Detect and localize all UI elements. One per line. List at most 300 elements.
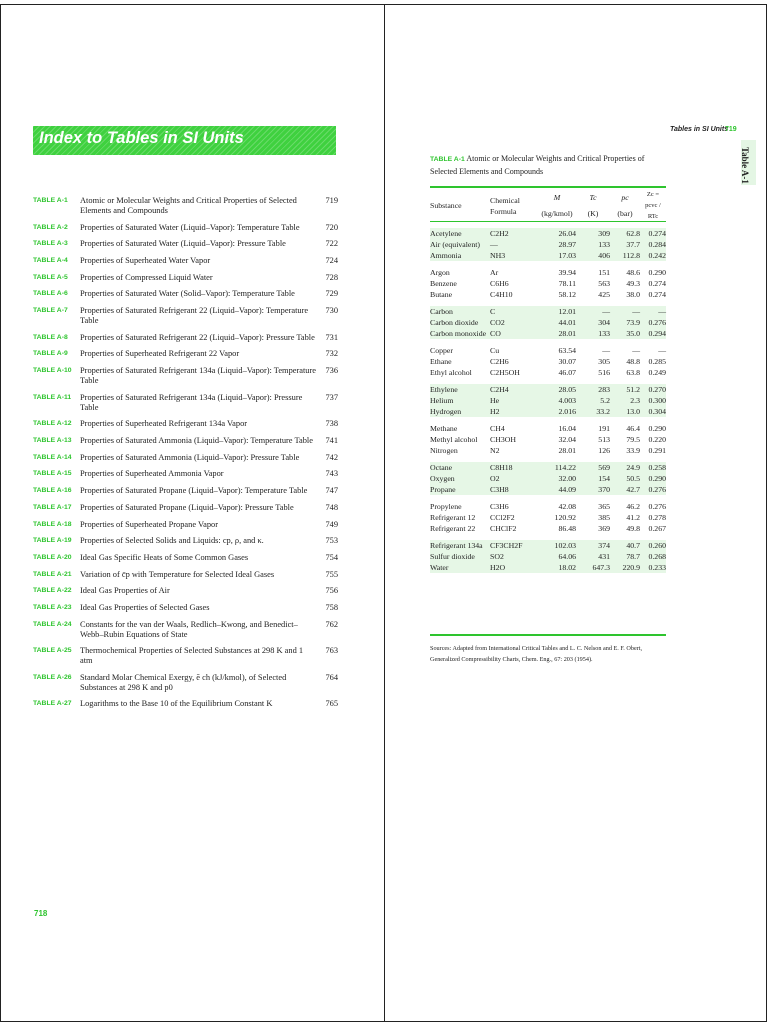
index-entry-page: 724 bbox=[325, 255, 338, 265]
caption-table-id: TABLE A-1 bbox=[430, 156, 465, 163]
header-formula: Chemical Formula bbox=[490, 195, 520, 216]
table-row bbox=[430, 239, 666, 250]
cell-formula: C2H6 bbox=[490, 357, 509, 366]
cell-zc: 0.300 bbox=[640, 395, 666, 406]
index-entry-page: 753 bbox=[325, 536, 338, 546]
index-entry-id: TABLE A-1 bbox=[33, 197, 68, 204]
cell-m: 39.94 bbox=[558, 268, 576, 277]
cell-pc: 62.8 bbox=[610, 228, 640, 239]
cell-formula: SO2 bbox=[490, 551, 538, 562]
index-entry-id: TABLE A-23 bbox=[33, 603, 72, 611]
header-m-unit: (kg/kmol) bbox=[541, 209, 573, 219]
index-entry-title: Properties of Superheated Propane Vapor bbox=[80, 519, 218, 529]
index-entry-id: TABLE A-5 bbox=[33, 273, 68, 281]
index-entry bbox=[33, 436, 338, 446]
table-row bbox=[430, 484, 666, 495]
table-row bbox=[430, 250, 666, 261]
cell-pc: — bbox=[632, 346, 640, 355]
header-tc-unit: (K) bbox=[587, 209, 599, 219]
cell-substance: Methane bbox=[430, 424, 458, 433]
cell-m: 42.08 bbox=[558, 502, 576, 511]
index-list bbox=[33, 196, 338, 716]
cell-pc: 73.9 bbox=[610, 317, 640, 328]
cell-pc: 50.5 bbox=[610, 473, 640, 484]
header-pc-unit: (bar) bbox=[617, 209, 633, 219]
cell-substance: Carbon monoxide bbox=[430, 328, 490, 339]
index-entry-title: Properties of Superheated Ammonia Vapor bbox=[80, 469, 224, 479]
index-entry bbox=[33, 469, 338, 479]
cell-zc: 0.278 bbox=[648, 513, 666, 522]
cell-zc: 0.284 bbox=[640, 239, 666, 250]
cell-tc: 385 bbox=[598, 513, 610, 522]
header-tc-symbol: Tc bbox=[589, 192, 597, 202]
cell-m: 28.97 bbox=[538, 239, 576, 250]
index-entry-title: Logarithms to the Base 10 of the Equilibrium Constant K bbox=[80, 699, 273, 709]
index-entry-id: TABLE A-4 bbox=[33, 256, 68, 264]
index-entry-page: 738 bbox=[325, 419, 338, 429]
index-entry-id: TABLE A-8 bbox=[33, 333, 68, 341]
cell-substance: Water bbox=[430, 562, 490, 573]
index-entry-id: TABLE A-6 bbox=[33, 290, 68, 298]
cell-m: 102.03 bbox=[538, 540, 576, 551]
cell-substance: Refrigerant 22 bbox=[430, 524, 476, 533]
cell-zc: 0.268 bbox=[640, 551, 666, 562]
index-entry-title: Properties of Saturated Propane (Liquid–Vapor): Pressure Table bbox=[80, 502, 294, 512]
index-entry-page: 729 bbox=[325, 289, 338, 299]
cell-tc: 133 bbox=[576, 328, 610, 339]
index-entry-title: Properties of Superheated Refrigerant 134a Vapor bbox=[80, 419, 248, 429]
cell-formula: C8H18 bbox=[490, 462, 538, 473]
header-pc-symbol: pc bbox=[621, 192, 629, 202]
cell-substance: Carbon dioxide bbox=[430, 317, 490, 328]
index-entry-page: 737 bbox=[325, 392, 338, 402]
cell-formula: CO2 bbox=[490, 317, 538, 328]
cell-substance: Ammonia bbox=[430, 250, 490, 261]
table-row bbox=[430, 317, 666, 328]
cell-formula: C6H6 bbox=[490, 279, 509, 288]
index-entry-title: Properties of Saturated Refrigerant 22 (Liquid–Vapor): Pressure Table bbox=[80, 332, 315, 342]
cell-zc: 0.242 bbox=[640, 250, 666, 261]
cell-formula: CCl2F2 bbox=[490, 513, 515, 522]
cell-m: 86.48 bbox=[558, 524, 576, 533]
table-row bbox=[430, 267, 666, 278]
cell-formula: He bbox=[490, 395, 538, 406]
cell-m: 2.016 bbox=[538, 406, 576, 417]
index-entry-id: TABLE A-16 bbox=[33, 487, 72, 495]
cell-tc: 374 bbox=[576, 540, 610, 551]
cell-pc: — bbox=[610, 306, 640, 317]
index-entry-id: TABLE A-27 bbox=[33, 700, 72, 708]
table-row bbox=[430, 395, 666, 406]
cell-formula: — bbox=[490, 239, 538, 250]
cell-m: 4.003 bbox=[538, 395, 576, 406]
table-row bbox=[430, 423, 666, 434]
table-row bbox=[430, 473, 666, 484]
right-page-number: 719 bbox=[725, 126, 737, 133]
index-entry-id: TABLE A-10 bbox=[33, 367, 72, 374]
cell-pc: 49.8 bbox=[626, 524, 640, 533]
cell-zc: 0.267 bbox=[648, 524, 666, 533]
cell-formula: C2H2 bbox=[490, 228, 538, 239]
table-row bbox=[430, 551, 666, 562]
cell-pc: 79.5 bbox=[626, 435, 640, 444]
cell-m: 44.01 bbox=[538, 317, 576, 328]
table-row bbox=[430, 462, 666, 473]
left-page-number: 718 bbox=[34, 909, 48, 918]
cell-pc: 41.2 bbox=[626, 513, 640, 522]
cell-m: 16.04 bbox=[558, 424, 576, 433]
cell-tc: 369 bbox=[598, 524, 610, 533]
index-entry-page: 719 bbox=[325, 196, 338, 205]
index-entry-id: TABLE A-22 bbox=[33, 587, 72, 595]
index-entry-page: 749 bbox=[325, 519, 338, 529]
cell-formula: CF3CH2F bbox=[490, 540, 538, 551]
cell-tc: 33.2 bbox=[576, 406, 610, 417]
cell-pc: 46.2 bbox=[626, 502, 640, 511]
cell-tc: 283 bbox=[576, 384, 610, 395]
cell-tc: 563 bbox=[598, 279, 610, 288]
header-m bbox=[538, 189, 576, 206]
index-entry bbox=[33, 536, 338, 546]
cell-tc: 126 bbox=[598, 446, 610, 455]
cell-zc: 0.290 bbox=[648, 424, 666, 433]
header-substance: Substance bbox=[430, 201, 462, 210]
cell-m: 78.11 bbox=[558, 279, 576, 288]
index-entry-page: 732 bbox=[325, 349, 338, 359]
cell-formula: CO bbox=[490, 328, 538, 339]
index-entry-page: 747 bbox=[325, 486, 338, 496]
index-entry bbox=[33, 349, 338, 359]
cell-formula: NH3 bbox=[490, 250, 538, 261]
cell-formula: C4H10 bbox=[490, 290, 513, 299]
index-entry bbox=[33, 620, 338, 640]
cell-substance: Oxygen bbox=[430, 473, 490, 484]
index-entry bbox=[33, 553, 338, 563]
cell-zc: 0.249 bbox=[648, 368, 666, 377]
index-entry-page: 736 bbox=[325, 366, 338, 375]
index-entry bbox=[33, 453, 338, 463]
cell-substance: Benzene bbox=[430, 279, 457, 288]
index-entry-page: 728 bbox=[325, 272, 338, 282]
cell-m: 64.06 bbox=[538, 551, 576, 562]
cell-m: 28.01 bbox=[558, 446, 576, 455]
index-entry-id: TABLE A-19 bbox=[33, 537, 72, 545]
cell-substance: Propane bbox=[430, 484, 490, 495]
index-entry-page: 731 bbox=[325, 332, 338, 342]
cell-tc: 191 bbox=[598, 424, 610, 433]
index-entry bbox=[33, 223, 338, 233]
cell-substance: Refrigerant 134a bbox=[430, 540, 490, 551]
cell-zc: 0.260 bbox=[640, 540, 666, 551]
index-entry-title: Properties of Saturated Refrigerant 134a (Liquid–Vapor): Pressure Table bbox=[80, 392, 303, 412]
table-row bbox=[430, 434, 666, 445]
cell-formula: C2H5OH bbox=[490, 368, 520, 377]
cell-substance: Octane bbox=[430, 462, 490, 473]
index-entry-id: TABLE A-9 bbox=[33, 350, 68, 358]
index-entry-title: Ideal Gas Properties of Selected Gases bbox=[80, 602, 210, 612]
index-entry-page: 763 bbox=[325, 646, 338, 656]
table-row bbox=[430, 228, 666, 239]
cell-substance: Ethyl alcohol bbox=[430, 368, 472, 377]
index-entry-page: 756 bbox=[325, 586, 338, 596]
index-entry bbox=[33, 646, 338, 666]
cell-pc: 13.0 bbox=[610, 406, 640, 417]
cell-formula: N2 bbox=[490, 446, 500, 455]
index-entry bbox=[33, 289, 338, 299]
cell-m: 58.12 bbox=[558, 290, 576, 299]
cell-tc: 431 bbox=[576, 551, 610, 562]
index-entry-title: Properties of Saturated Propane (Liquid–Vapor): Temperature Table bbox=[80, 486, 308, 496]
cell-pc: 40.7 bbox=[610, 540, 640, 551]
cell-formula: CH4 bbox=[490, 424, 505, 433]
cell-tc: 365 bbox=[598, 502, 610, 511]
index-entry bbox=[33, 586, 338, 596]
index-entry-page: 720 bbox=[325, 222, 338, 232]
thumb-tab-label: Table A-1 bbox=[740, 147, 750, 184]
cell-pc: 63.8 bbox=[626, 368, 640, 377]
index-entry-title: Properties of Saturated Ammonia (Liquid–Vapor): Pressure Table bbox=[80, 452, 300, 462]
index-entry-page: 762 bbox=[325, 619, 338, 629]
index-entry-title: Properties of Selected Solids and Liquids: cp, ρ, and κ. bbox=[80, 536, 264, 546]
index-entry-id: TABLE A-21 bbox=[33, 570, 72, 578]
cell-m: 12.01 bbox=[538, 306, 576, 317]
cell-zc: 0.294 bbox=[640, 328, 666, 339]
cell-substance: Ethylene bbox=[430, 384, 490, 395]
cell-pc: 2.3 bbox=[610, 395, 640, 406]
index-entry-title: Constants for the van der Waals, Redlich–Kwong, and Benedict–Webb–Rubin Equations of State bbox=[80, 619, 298, 639]
table-row bbox=[430, 523, 666, 534]
cell-zc: 0.276 bbox=[640, 484, 666, 495]
index-entry bbox=[33, 366, 338, 386]
index-entry-id: TABLE A-3 bbox=[33, 240, 68, 248]
index-entry-title: Properties of Saturated Refrigerant 22 (Liquid–Vapor): Temperature Table bbox=[80, 305, 309, 325]
cell-zc: 0.274 bbox=[648, 279, 666, 288]
cell-m: 32.04 bbox=[558, 435, 576, 444]
table-body bbox=[430, 222, 666, 573]
cell-formula: H2 bbox=[490, 406, 538, 417]
table-row bbox=[430, 356, 666, 367]
index-entry-title: Ideal Gas Properties of Air bbox=[80, 586, 170, 596]
cell-substance: Propylene bbox=[430, 502, 462, 511]
cell-formula: Ar bbox=[490, 268, 499, 277]
index-entry bbox=[33, 256, 338, 266]
table-row bbox=[430, 406, 666, 417]
cell-formula: C bbox=[490, 306, 538, 317]
cell-pc: 33.9 bbox=[626, 446, 640, 455]
cell-tc: 425 bbox=[598, 290, 610, 299]
index-entry-id: TABLE A-12 bbox=[33, 420, 72, 428]
cell-substance: Hydrogen bbox=[430, 406, 490, 417]
index-entry-id: TABLE A-14 bbox=[33, 453, 72, 461]
cell-zc: 0.290 bbox=[648, 268, 666, 277]
cell-pc: 46.4 bbox=[626, 424, 640, 433]
table-row bbox=[430, 306, 666, 317]
table-sources-note: Sources: Adapted from International Critical Tables and L. C. Nelson and E. F. Obert, Generalized Compressibility Charts, Chem. Eng., 67: 203 (1954). bbox=[430, 645, 643, 663]
table-row bbox=[430, 512, 666, 523]
index-entry-title: Properties of Saturated Water (Liquid–Vapor): Pressure Table bbox=[80, 239, 286, 249]
cell-pc: 24.9 bbox=[610, 462, 640, 473]
index-entry bbox=[33, 196, 338, 216]
index-entry-page: 742 bbox=[325, 452, 338, 462]
cell-m: 114.22 bbox=[538, 462, 576, 473]
table-row bbox=[430, 328, 666, 339]
cell-m: 44.09 bbox=[538, 484, 576, 495]
table-bottom-rule bbox=[430, 634, 666, 636]
cell-pc: 78.7 bbox=[610, 551, 640, 562]
index-entry bbox=[33, 699, 338, 709]
index-entry-id: TABLE A-26 bbox=[33, 673, 72, 681]
cell-tc: 5.2 bbox=[576, 395, 610, 406]
cell-substance: Methyl alcohol bbox=[430, 435, 478, 444]
index-entry-title: Ideal Gas Specific Heats of Some Common Gases bbox=[80, 552, 249, 562]
header-m-symbol: M bbox=[553, 192, 561, 202]
index-entry bbox=[33, 570, 338, 580]
index-banner bbox=[33, 126, 336, 155]
table-row bbox=[430, 367, 666, 378]
cell-m: 63.54 bbox=[558, 346, 576, 355]
index-entry-id: TABLE A-15 bbox=[33, 470, 72, 478]
index-entry-id: TABLE A-11 bbox=[33, 393, 72, 401]
index-entry-title: Properties of Saturated Water (Solid–Vapor): Temperature Table bbox=[80, 289, 295, 299]
index-entry-page: 764 bbox=[325, 672, 338, 682]
index-entry-title: Properties of Superheated Water Vapor bbox=[80, 255, 211, 265]
cell-substance: Air (equivalent) bbox=[430, 239, 490, 250]
cell-m: 18.02 bbox=[538, 562, 576, 573]
cell-zc: 0.274 bbox=[640, 228, 666, 239]
index-entry bbox=[33, 673, 338, 693]
cell-tc: 513 bbox=[598, 435, 610, 444]
cell-formula: O2 bbox=[490, 473, 538, 484]
spine-divider bbox=[384, 4, 385, 1022]
caption-text: Atomic or Molecular Weights and Critical Properties of Selected Elements and Compounds bbox=[430, 154, 645, 176]
index-entry-id: TABLE A-7 bbox=[33, 306, 68, 314]
cell-pc: 112.8 bbox=[610, 250, 640, 261]
cell-pc: 49.3 bbox=[626, 279, 640, 288]
cell-m: 120.92 bbox=[554, 513, 576, 522]
header-zc: Zc = pcvc / RTc bbox=[645, 191, 661, 220]
cell-tc: 304 bbox=[576, 317, 610, 328]
index-entry-page: 765 bbox=[325, 699, 338, 709]
index-entry-page: 755 bbox=[325, 569, 338, 579]
cell-tc: 154 bbox=[576, 473, 610, 484]
cell-pc: 51.2 bbox=[610, 384, 640, 395]
index-entry-id: TABLE A-13 bbox=[33, 437, 72, 445]
cell-m: 28.01 bbox=[538, 328, 576, 339]
cell-substance: Sulfur dioxide bbox=[430, 551, 490, 562]
cell-zc: 0.276 bbox=[640, 317, 666, 328]
index-entry bbox=[33, 603, 338, 613]
cell-m: 28.05 bbox=[538, 384, 576, 395]
header-tc bbox=[576, 189, 610, 206]
cell-zc: 0.290 bbox=[640, 473, 666, 484]
index-entry-id: TABLE A-2 bbox=[33, 223, 68, 231]
index-entry bbox=[33, 486, 338, 496]
table-row bbox=[430, 501, 666, 512]
table-row bbox=[430, 445, 666, 456]
cell-substance: Butane bbox=[430, 290, 453, 299]
cell-m: 30.07 bbox=[558, 357, 576, 366]
table-row bbox=[430, 562, 666, 573]
cell-tc: 516 bbox=[598, 368, 610, 377]
table-row bbox=[430, 384, 666, 395]
cell-zc: — bbox=[640, 306, 666, 317]
cell-zc: 0.304 bbox=[640, 406, 666, 417]
index-entry-title: Properties of Saturated Water (Liquid–Vapor): Temperature Table bbox=[80, 222, 300, 232]
index-entry bbox=[33, 419, 338, 429]
cell-zc: 0.220 bbox=[648, 435, 666, 444]
cell-substance: Copper bbox=[430, 346, 453, 355]
index-entry-page: 748 bbox=[325, 502, 338, 512]
cell-zc: 0.285 bbox=[648, 357, 666, 366]
index-entry bbox=[33, 393, 338, 413]
index-entry bbox=[33, 306, 338, 326]
cell-formula: C3H8 bbox=[490, 484, 538, 495]
cell-zc: 0.233 bbox=[640, 562, 666, 573]
cell-m: 26.04 bbox=[538, 228, 576, 239]
index-entry-title: Thermochemical Properties of Selected Substances at 298 K and 1 atm bbox=[80, 646, 304, 666]
header-rule bbox=[430, 221, 666, 222]
cell-tc: 406 bbox=[576, 250, 610, 261]
table-caption bbox=[430, 153, 660, 178]
cell-pc: 48.6 bbox=[626, 268, 640, 277]
cell-zc: 0.276 bbox=[648, 502, 666, 511]
table-row bbox=[430, 278, 666, 289]
index-title: Index to Tables in SI Units bbox=[39, 129, 244, 147]
index-entry-id: TABLE A-20 bbox=[33, 553, 72, 561]
index-entry bbox=[33, 273, 338, 283]
index-entry-page: 743 bbox=[325, 469, 338, 479]
index-entry bbox=[33, 333, 338, 343]
index-entry-title: Properties of Superheated Refrigerant 22 Vapor bbox=[80, 349, 240, 359]
cell-pc: 38.0 bbox=[626, 290, 640, 299]
cell-substance: Argon bbox=[430, 268, 450, 277]
index-entry-title: Properties of Saturated Refrigerant 134a (Liquid–Vapor): Temperature Table bbox=[80, 366, 317, 385]
table-row bbox=[430, 289, 666, 300]
cell-zc: 0.274 bbox=[648, 290, 666, 299]
index-entry-id: TABLE A-25 bbox=[33, 647, 72, 655]
cell-tc: — bbox=[602, 346, 610, 355]
cell-formula: C3H6 bbox=[490, 502, 509, 511]
cell-tc: — bbox=[576, 306, 610, 317]
cell-substance: Ethane bbox=[430, 357, 452, 366]
cell-formula: Cu bbox=[490, 346, 500, 355]
index-entry-page: 754 bbox=[325, 552, 338, 562]
cell-tc: 647.3 bbox=[576, 562, 610, 573]
cell-zc: 0.270 bbox=[640, 384, 666, 395]
index-entry-title: Variation of c̄p with Temperature for Selected Ideal Gases bbox=[80, 569, 275, 579]
cell-pc: 37.7 bbox=[610, 239, 640, 250]
cell-zc: 0.258 bbox=[640, 462, 666, 473]
cell-pc: 48.8 bbox=[626, 357, 640, 366]
cell-substance: Refrigerant 12 bbox=[430, 513, 476, 522]
cell-zc: 0.291 bbox=[648, 446, 666, 455]
table-row bbox=[430, 345, 666, 356]
cell-m: 46.07 bbox=[558, 368, 576, 377]
index-entry-page: 722 bbox=[325, 239, 338, 249]
index-entry-page: 758 bbox=[325, 602, 338, 612]
cell-substance: Helium bbox=[430, 395, 490, 406]
cell-formula: CHClF2 bbox=[490, 524, 517, 533]
cell-pc: 220.9 bbox=[610, 562, 640, 573]
table-top-rule bbox=[430, 186, 666, 188]
cell-tc: 305 bbox=[598, 357, 610, 366]
index-entry-title: Properties of Compressed Liquid Water bbox=[80, 272, 213, 282]
cell-m: 32.00 bbox=[538, 473, 576, 484]
cell-tc: 569 bbox=[576, 462, 610, 473]
cell-tc: 151 bbox=[598, 268, 610, 277]
index-entry bbox=[33, 520, 338, 530]
cell-tc: 309 bbox=[576, 228, 610, 239]
